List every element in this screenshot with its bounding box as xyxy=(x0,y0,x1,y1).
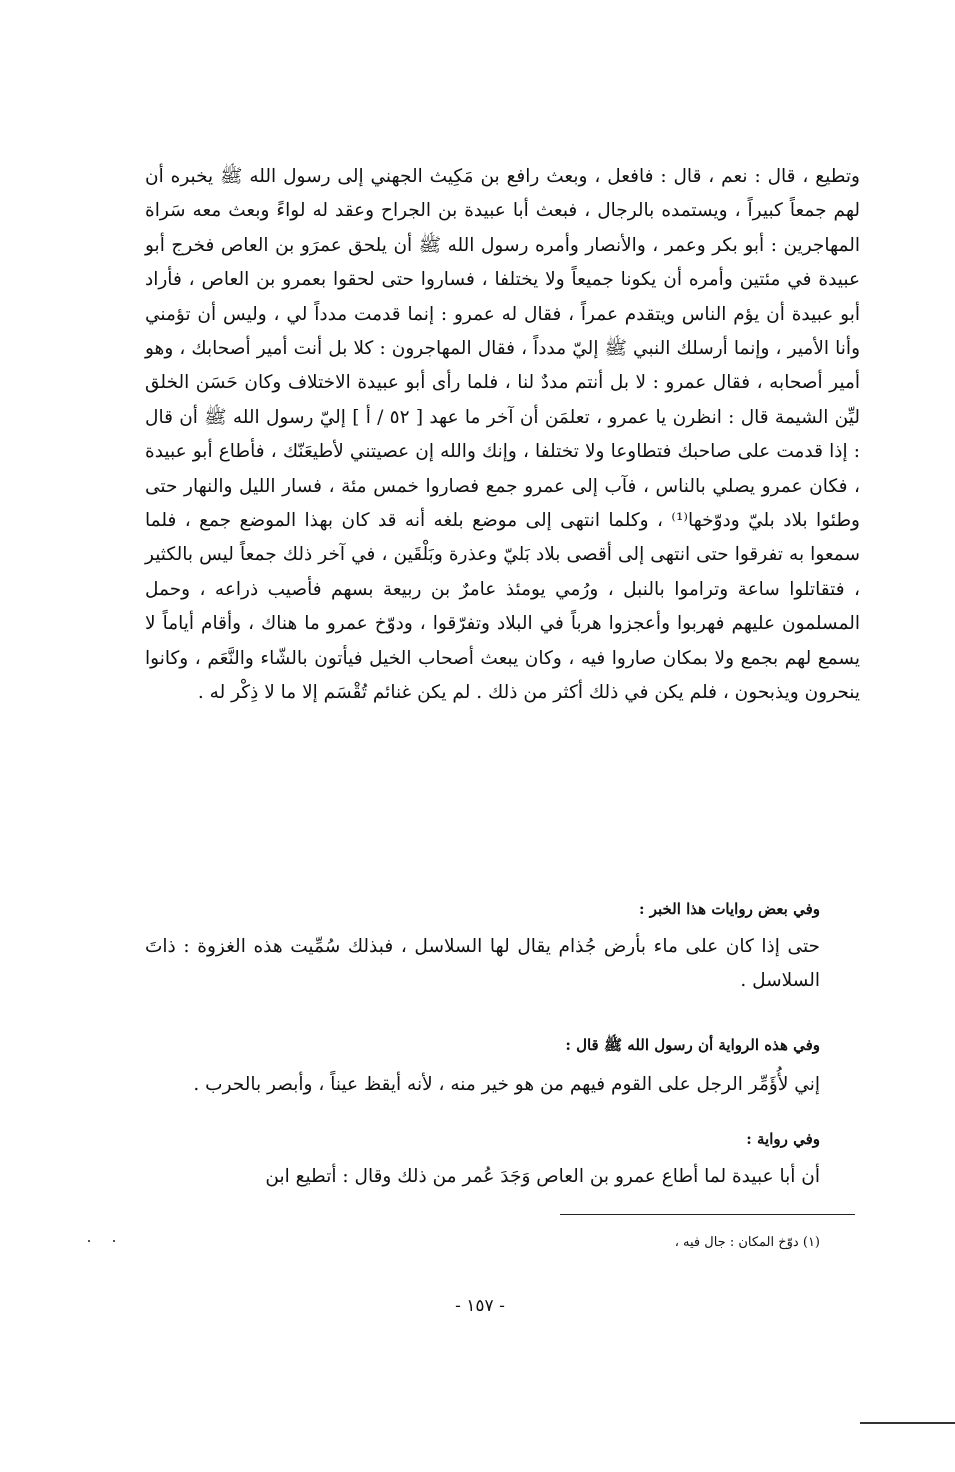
footnote: (١) دوّخ المكان : جال فيه ، xyxy=(674,1235,820,1250)
main-paragraph: وتطيع ، قال : نعم ، قال : فافعل ، وبعث رافع بن مَكِيث الجهني إلى رسول الله ﷺ يخبره أن لهم جمعاً كبيراً ، ويستمده بالرجال ، فبعث أبا عبيدة بن الجراح وعقد له لواءً وبعث معه سَراة المهاجرين : أبو بكر وعمر ، والأنصار وأمره رسول الله ﷺ أن يلحق عمرَو بن العاص فخرج أبو عبيدة في مئتين وأمره أن يكونا جميعاً ولا يختلفا ، فساروا حتى لحقوا بعمرو بن العاص ، فأراد أبو عبيدة أن يؤم الناس ويتقدم عمراً ، فقال له عمرو : إنما قدمت مدداً لي ، وليس أن تؤمني وأنا الأمير ، وإنما أرسلك النبي ﷺ إليّ مدداً ، فقال المهاجرون : كلا بل أنت أمير أصحابك ، وهو أمير أصحابه ، فقال عمرو : لا بل أنتم مددٌ لنا ، فلما رأى أبو عبيدة الاختلاف وكان حَسَن الخلق ليِّن الشيمة قال : انظرن يا عمرو ، تعلمَن أن آخر ما عهد [ ٥٢ / أ ] إليّ رسول الله ﷺ أن قال : إذا قدمت على صاحبك فتطاوعا ولا تختلفا ، وإنك والله إن عصيتني لأطيعَنّك ، فأطاع أبو عبيدة ، فكان عمرو يصلي بالناس ، فآب إلى عمرو جمع فصاروا خمس مئة ، فسار الليل والنهار حتى وطئوا بلاد بليّ ودوّخها⁽¹⁾ ، وكلما انتهى إلى موضع بلغه أنه قد كان بهذا الموضع جمع ، فلما سمعوا به تفرقوا حتى انتهى إلى أقصى بلاد بَليّ وعذرة وبَلْقَين ، في آخر ذلك جمعاً ليس بالكثير ، فتقاتلوا ساعة وتراموا بالنبل ، ورُمي يومئذ عامرٌ بن ربيعة بسهم فأصيب ذراعه ، وحمل المسلمون عليهم فهربوا وأعجزوا هرباً في البلاد وتفرّقوا ، ودوّخ عمرو ما هناك ، وأقام أياماً لا يسمع لهم بجمع ولا بمكان صاروا فيه ، وكان يبعث أصحاب الخيل فيأتون بالشّاء والنَّعَم ، وكانوا ينحرون ويذبحون ، فلم يكن في ذلك أكثر من ذلك . لم يكن غنائم تُقْسَم إلا ما لا ذِكْر له . xyxy=(145,166,860,704)
scan-artifact-dot xyxy=(88,1240,90,1242)
section-heading: وفي بعض روايات هذا الخبر : xyxy=(638,900,820,918)
page-number: - ١٥٧ - xyxy=(455,1296,505,1316)
footnote-divider xyxy=(560,1214,855,1215)
scan-artifact-dot xyxy=(113,1240,115,1242)
scan-artifact-line xyxy=(860,1422,955,1424)
section-heading: وفي رواية : xyxy=(746,1130,820,1148)
section-text: إني لأُؤَمِّر الرجل على القوم فيهم من هو خير منه ، لأنه أيقظ عيناً ، وأبصر بالحرب . xyxy=(193,1074,820,1095)
section-heading: وفي هذه الرواية أن رسول الله ﷺ قال : xyxy=(565,1036,820,1054)
section-text: أن أبا عبيدة لما أطاع عمرو بن العاص وَجَدَ عُمر من ذلك وقال : أتطيع ابن xyxy=(265,1166,820,1187)
section-text: حتى إذا كان على ماء بأرض جُذام يقال لها السلاسل ، فبذلك سُمِّيت هذه الغزوة : ذاتَ السلاسل . xyxy=(145,936,820,992)
